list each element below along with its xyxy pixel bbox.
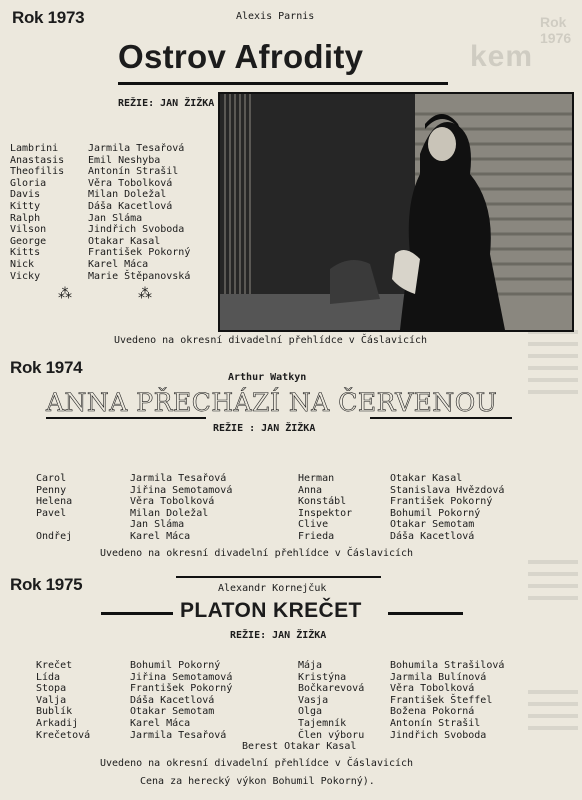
actor-name: Jan Sláma bbox=[88, 212, 143, 224]
role-name: Vilson bbox=[10, 224, 47, 236]
role-name: Člen výboru bbox=[298, 729, 365, 741]
actor-name: Otakar Kasal bbox=[390, 473, 463, 484]
actor-name: Věra Tobolková bbox=[390, 683, 475, 695]
role-name: Stopa bbox=[36, 683, 67, 695]
actor-name: Jan Sláma bbox=[130, 519, 185, 531]
role-name: Anna bbox=[298, 484, 323, 496]
actor-name: Marie Štěpanovská bbox=[88, 270, 191, 282]
director-1973: REŽIE: JAN ŽIŽKA bbox=[118, 98, 215, 109]
actor-name: Bohumil Pokorný bbox=[130, 660, 221, 671]
actor-name: František Pokorný bbox=[130, 683, 233, 695]
rule-right-1975 bbox=[388, 612, 463, 615]
year-1975: Rok 1975 bbox=[10, 575, 83, 594]
ornament-left: ⁂ bbox=[58, 286, 72, 302]
cast-actors-1973 bbox=[88, 143, 190, 282]
actor-name: Emil Neshyba bbox=[88, 154, 161, 166]
author-1974: Arthur Watkyn bbox=[228, 372, 307, 383]
actor-name: Antonín Strašil bbox=[390, 717, 481, 729]
actor-name: Otakar Kasal bbox=[88, 235, 161, 247]
role-name: Kristýna bbox=[298, 671, 347, 683]
rule-top-1975 bbox=[176, 576, 381, 578]
actor-name: Jiřina Semotamová bbox=[130, 671, 233, 683]
actor-name: Jarmila Bulínová bbox=[390, 671, 487, 683]
cast-roles-right-1974 bbox=[298, 473, 352, 543]
cast-actors-right-1974 bbox=[390, 473, 504, 543]
actor-name: František Pokorný bbox=[390, 496, 493, 508]
title-1974: ANNA PŘECHÁZÍ NA ČERVENOU bbox=[46, 388, 498, 417]
actor-name: Jarmila Tesařová bbox=[130, 729, 227, 741]
role-name: Arkadij bbox=[36, 717, 79, 729]
author-1973: Alexis Parnis bbox=[236, 11, 315, 22]
role-name: Valja bbox=[36, 694, 67, 706]
role-name: Herman bbox=[298, 473, 335, 484]
note-1975: Uvedeno na okresní divadelní přehlídce v Čáslavicích bbox=[100, 758, 414, 769]
title-underline-1973 bbox=[118, 82, 448, 85]
title-rule-left-1974 bbox=[46, 417, 206, 419]
role-name: Carol bbox=[36, 473, 67, 484]
actor-name: Věra Tobolková bbox=[88, 177, 173, 189]
role-name: Lambrini bbox=[10, 143, 59, 154]
rule-left-1975 bbox=[101, 612, 173, 615]
role-name: Olga bbox=[298, 706, 323, 718]
award-1975: Cena za herecký výkon Bohumil Pokorný). bbox=[140, 776, 375, 787]
role-name: Lída bbox=[36, 671, 61, 683]
role-name: Gloria bbox=[10, 177, 47, 189]
cast-actors-right-1975 bbox=[390, 660, 504, 741]
role-name: Konstábl bbox=[298, 496, 347, 508]
role-name: Ondřej bbox=[36, 530, 73, 542]
stage-photo-drawing bbox=[220, 94, 572, 330]
year-1973: Rok 1973 bbox=[12, 8, 85, 27]
ghost-year: Rok 1976 bbox=[540, 14, 572, 46]
actor-name: Věra Tobolková bbox=[130, 496, 215, 508]
actor-name: Jarmila Tesařová bbox=[130, 473, 227, 484]
actor-name: Dáša Kacetlová bbox=[88, 200, 173, 212]
role-name: Vasja bbox=[298, 694, 329, 706]
role-name: George bbox=[10, 235, 47, 247]
role-name: Penny bbox=[36, 484, 67, 496]
cast-roles-left-1974 bbox=[36, 473, 72, 543]
note-1973: Uvedeno na okresní divadelní přehlídce v Čáslavicích bbox=[114, 335, 428, 346]
actor-name: Jiřina Semotamová bbox=[130, 484, 233, 496]
actor-name: Bohumila Strašilová bbox=[390, 660, 505, 671]
role-name: Kitts bbox=[10, 247, 41, 259]
extra-role-1975: Berest Otakar Kasal bbox=[242, 741, 357, 752]
role-name: Nick bbox=[10, 258, 35, 270]
role-name: Davis bbox=[10, 189, 41, 201]
year-1974: Rok 1974 bbox=[10, 358, 83, 377]
stage-photo bbox=[218, 92, 574, 332]
director-1975: REŽIE: JAN ŽIŽKA bbox=[230, 630, 327, 641]
actor-name: Milan Doležal bbox=[88, 189, 167, 201]
actor-name: Jindřich Svoboda bbox=[390, 729, 487, 741]
title-1973: Ostrov Afrodity bbox=[118, 38, 364, 75]
actor-name: Milan Doležal bbox=[130, 507, 209, 519]
actor-name: Otakar Semotam bbox=[390, 519, 475, 531]
actor-name: Karel Máca bbox=[130, 530, 191, 542]
role-name: Krečetová bbox=[36, 729, 91, 741]
role-name: Krečet bbox=[36, 660, 73, 671]
actor-name: Karel Máca bbox=[88, 258, 149, 270]
role-name: Tajemník bbox=[298, 717, 347, 729]
role-name bbox=[36, 519, 72, 531]
actor-name: Božena Pokorná bbox=[390, 706, 475, 718]
actor-name: Dáša Kacetlová bbox=[390, 530, 475, 542]
actor-name: Stanislava Hvězdová bbox=[390, 484, 505, 496]
role-name: Clive bbox=[298, 519, 329, 531]
title-1975: PLATON KREČET bbox=[180, 599, 362, 622]
actor-name: Jindřich Svoboda bbox=[88, 224, 185, 236]
actor-name: František Šteffel bbox=[390, 694, 493, 706]
role-name: Frieda bbox=[298, 530, 335, 542]
ghost-heading: kem bbox=[470, 40, 534, 73]
role-name: Helena bbox=[36, 496, 73, 508]
note-1974: Uvedeno na okresní divadelní přehlídce v Čáslavicích bbox=[100, 548, 414, 559]
actor-name: Otakar Semotam bbox=[130, 706, 215, 718]
actor-name: Antonín Strašil bbox=[88, 166, 179, 178]
role-name: Kitty bbox=[10, 200, 41, 212]
director-1974: REŽIE : JAN ŽIŽKA bbox=[213, 423, 316, 434]
role-name: Ralph bbox=[10, 212, 41, 224]
role-name: Vicky bbox=[10, 270, 41, 282]
role-name: Mája bbox=[298, 660, 323, 671]
cast-actors-left-1974 bbox=[130, 473, 232, 543]
role-name: Inspektor bbox=[298, 507, 353, 519]
title-rule-right-1974 bbox=[370, 417, 512, 419]
role-name: Bočkarevová bbox=[298, 683, 365, 695]
author-1975: Alexandr Kornejčuk bbox=[218, 583, 327, 594]
role-name: Pavel bbox=[36, 507, 67, 519]
role-name: Theofilis bbox=[10, 166, 65, 178]
role-name: Bublík bbox=[36, 706, 73, 718]
ornament-right: ⁂ bbox=[138, 286, 152, 302]
role-name: Anastasis bbox=[10, 154, 65, 166]
actor-name: Dáša Kacetlová bbox=[130, 694, 215, 706]
cast-roles-right-1975 bbox=[298, 660, 364, 741]
cast-roles-left-1975 bbox=[36, 660, 90, 741]
cast-roles-1973 bbox=[10, 143, 64, 282]
actor-name: Jarmila Tesařová bbox=[88, 143, 185, 154]
cast-actors-left-1975 bbox=[130, 660, 232, 741]
actor-name: František Pokorný bbox=[88, 247, 191, 259]
actor-name: Karel Máca bbox=[130, 717, 191, 729]
actor-name: Bohumil Pokorný bbox=[390, 507, 481, 519]
